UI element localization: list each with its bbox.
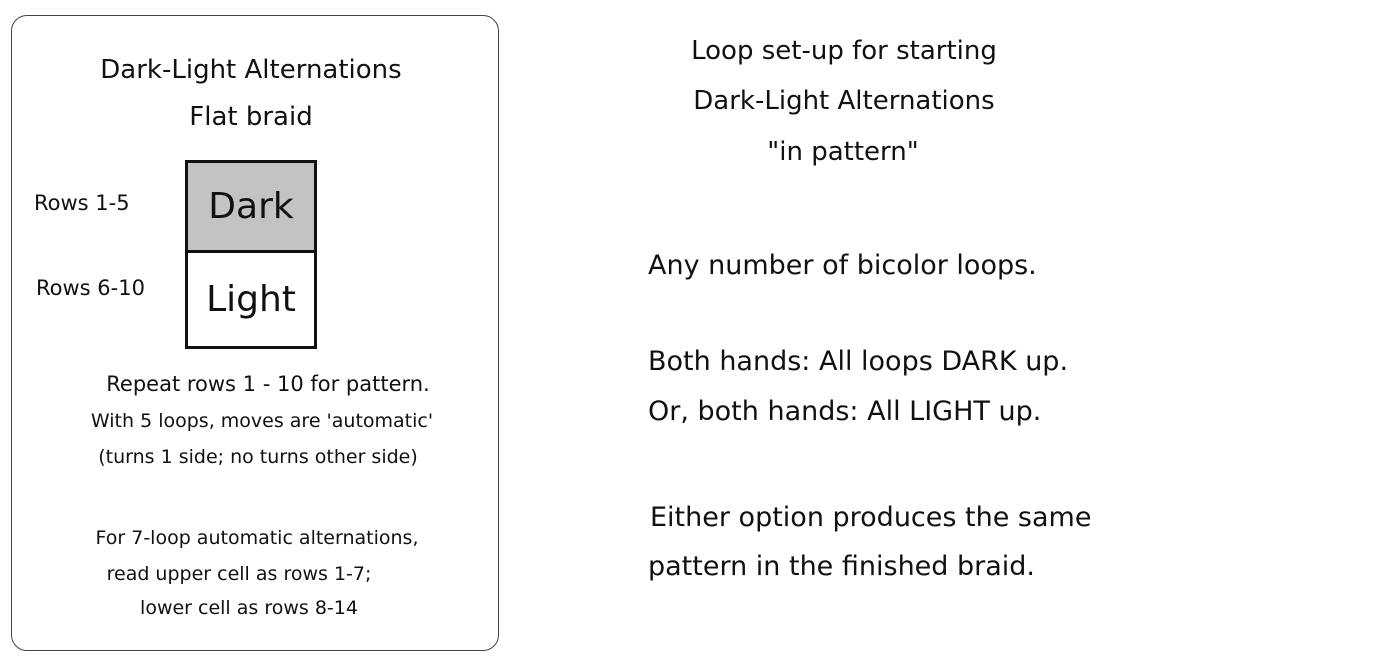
card-title-line2: Flat braid — [189, 102, 313, 132]
rows-upper-label: Rows 1-5 — [34, 191, 130, 215]
light-cell — [185, 250, 317, 349]
repeat-instruction: Repeat rows 1 - 10 for pattern. — [106, 372, 430, 396]
automatic-note-line1: With 5 loops, moves are 'automatic' — [90, 410, 434, 432]
dark-cell-label: Dark — [208, 186, 294, 227]
setup-heading-line3: "in pattern" — [767, 137, 919, 167]
setup-result-line2: pattern in the finished braid. — [648, 551, 1036, 582]
rows-lower-label: Rows 6-10 — [36, 276, 145, 300]
setup-option-dark: Both hands: All loops DARK up. — [648, 346, 1069, 377]
setup-heading-line1: Loop set-up for starting — [691, 36, 997, 66]
dark-cell — [185, 160, 317, 253]
automatic-note-line2: (turns 1 side; no turns other side) — [98, 446, 418, 468]
setup-heading-line2: Dark-Light Alternations — [693, 86, 995, 116]
light-cell-label: Light — [206, 279, 296, 320]
setup-result-line1: Either option produces the same — [650, 502, 1092, 533]
seven-loop-note-line2: read upper cell as rows 1-7; — [106, 563, 372, 585]
seven-loop-note-line1: For 7-loop automatic alternations, — [95, 527, 419, 549]
card-title-line1: Dark-Light Alternations — [100, 55, 402, 85]
seven-loop-note-line3: lower cell as rows 8-14 — [140, 597, 358, 619]
setup-loop-count: Any number of bicolor loops. — [648, 250, 1037, 281]
setup-option-light: Or, both hands: All LIGHT up. — [648, 396, 1042, 427]
